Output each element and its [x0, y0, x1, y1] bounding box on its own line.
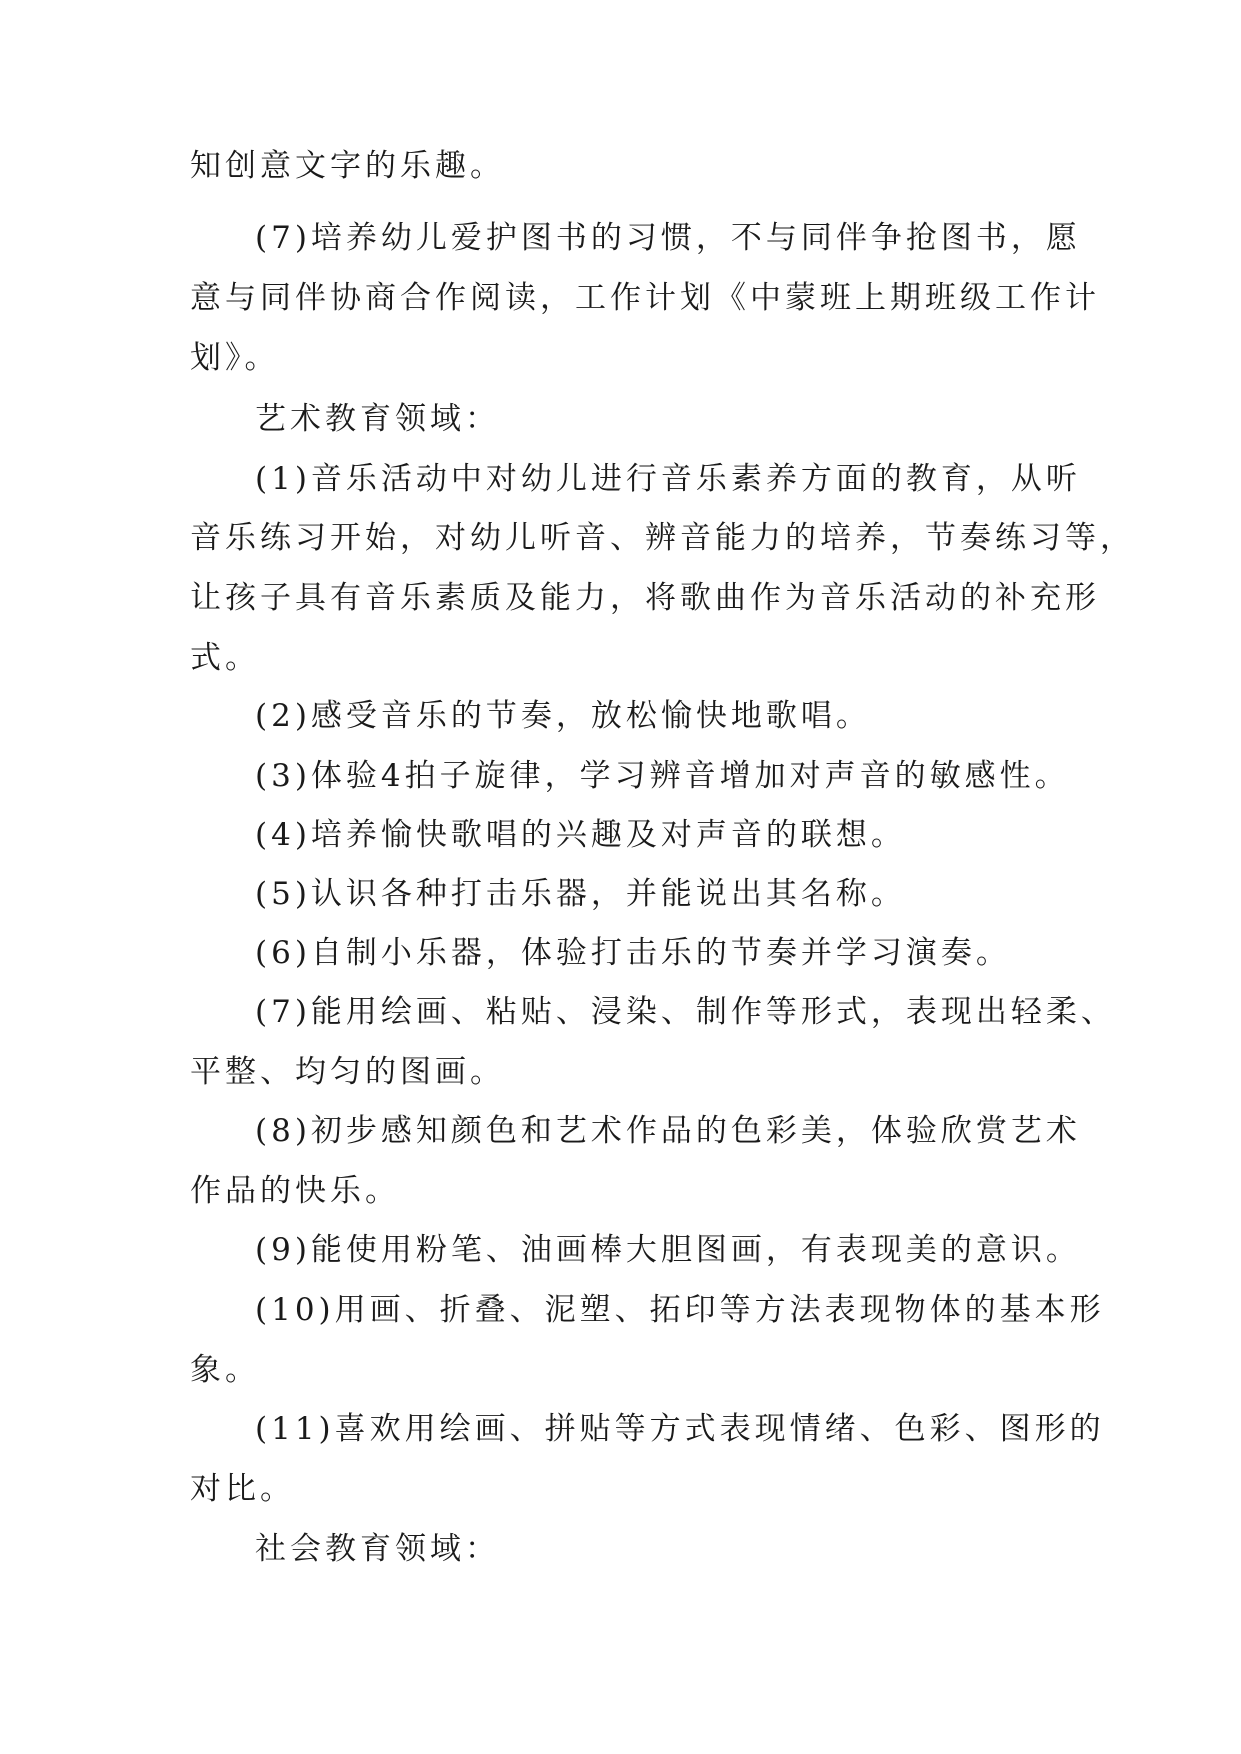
text-line: (3)体验4拍子旋律，学习辨音增加对声音的敏感性。	[255, 758, 1070, 794]
text-line: 平整、均匀的图画。	[190, 1054, 505, 1090]
text-line: (7)能用绘画、粘贴、浸染、制作等形式，表现出轻柔、	[255, 994, 1116, 1030]
text-line: (8)初步感知颜色和艺术作品的色彩美，体验欣赏艺术	[255, 1113, 1081, 1149]
text-line: (6)自制小乐器，体验打击乐的节奏并学习演奏。	[255, 935, 1011, 971]
text-line: (1)音乐活动中对幼儿进行音乐素养方面的教育，从听	[255, 461, 1081, 497]
text-line: (4)培养愉快歌唱的兴趣及对声音的联想。	[255, 817, 906, 853]
text-line: 划》。	[190, 340, 280, 376]
text-line: 让孩子具有音乐素质及能力，将歌曲作为音乐活动的补充形	[190, 580, 1100, 616]
text-line: 作品的快乐。	[190, 1173, 400, 1209]
text-line: 象。	[190, 1352, 260, 1388]
text-line: (10)用画、折叠、泥塑、拓印等方法表现物体的基本形	[255, 1292, 1105, 1328]
section-heading: 艺术教育领域：	[255, 401, 500, 437]
text-line: 式。	[190, 640, 260, 676]
text-line: (11)喜欢用绘画、拼贴等方式表现情绪、色彩、图形的	[255, 1411, 1105, 1447]
text-line: (9)能使用粉笔、油画棒大胆图画，有表现美的意识。	[255, 1232, 1081, 1268]
text-line: (2)感受音乐的节奏，放松愉快地歌唱。	[255, 698, 871, 734]
text-line: 意与同伴协商合作阅读，工作计划《中蒙班上期班级工作计	[190, 280, 1100, 316]
text-line: 知创意文字的乐趣。	[190, 148, 505, 184]
text-line: (7)培养幼儿爱护图书的习惯，不与同伴争抢图书，愿	[255, 220, 1081, 256]
text-line: (5)认识各种打击乐器，并能说出其名称。	[255, 876, 906, 912]
text-line: 音乐练习开始，对幼儿听音、辨音能力的培养，节奏练习等，	[190, 520, 1135, 556]
text-line: 对比。	[190, 1471, 295, 1507]
section-heading: 社会教育领域：	[255, 1531, 500, 1567]
